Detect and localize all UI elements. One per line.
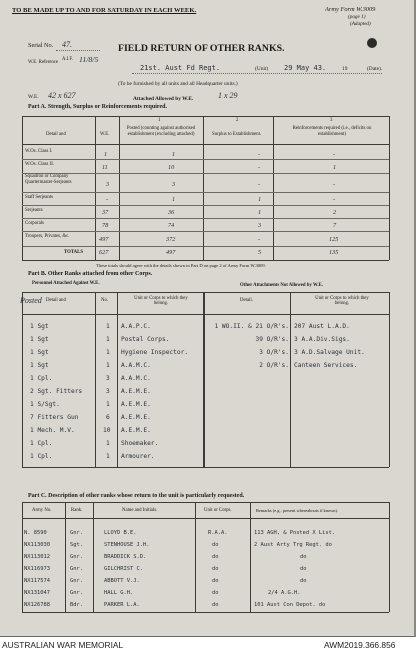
soldier-name: HALL G.H. bbox=[104, 590, 134, 596]
row-reinf: - bbox=[333, 151, 336, 158]
unit-value: 21st. Aust Fd Regt. bbox=[140, 64, 221, 72]
part-b-col-unit-right: Unit or Corps to which they belong. bbox=[315, 296, 369, 307]
archive-accession-number: AWM2019.366.856 bbox=[324, 640, 396, 650]
attached-count: 1 bbox=[106, 349, 110, 356]
attached-unit: A.A.M.C. bbox=[121, 362, 151, 369]
other-attachment-detail: 2 O/R's. bbox=[259, 362, 289, 369]
part-c-col-unit: Unit or Corps. bbox=[204, 508, 232, 513]
totals-reinf: 135 bbox=[329, 249, 339, 256]
century-label: 19 bbox=[342, 66, 348, 72]
remarks: do bbox=[300, 578, 307, 584]
furnished-note: (To be furnished by all units and all Headquarter units.) bbox=[118, 81, 238, 87]
row-we: 78 bbox=[102, 222, 109, 229]
soldier-name: LLOYD B.E. bbox=[104, 530, 137, 536]
row-we: 3 bbox=[106, 181, 110, 188]
army-number: NX117574 bbox=[24, 578, 50, 584]
soldier-name: BRADDICK S.D. bbox=[104, 554, 147, 560]
attached-count: 6 bbox=[106, 414, 110, 421]
form-title: FIELD RETURN OF OTHER RANKS. bbox=[118, 43, 285, 54]
unit-corps: do bbox=[212, 578, 219, 584]
part-c-col-rank: Rank. bbox=[71, 508, 83, 513]
unit-label: (Unit) bbox=[255, 66, 269, 72]
row-we: 1 bbox=[104, 151, 108, 158]
col-header-posted: Posted (counting against authorised establishment (excluding attached) bbox=[126, 126, 196, 137]
row-detail: Troopers, Privates, &c. bbox=[25, 234, 70, 239]
attached-unit: A.E.M.E. bbox=[121, 401, 151, 408]
col-header-reinf: Reinforcements required (i.e., deficits on establishment) bbox=[292, 126, 372, 137]
army-number: NX126788 bbox=[24, 602, 50, 608]
remarks: 2/4 A.G.H. bbox=[268, 590, 301, 596]
serial-label: Serial No. bbox=[28, 42, 54, 49]
col-number-2: 2 bbox=[236, 118, 239, 123]
soldier-name: ABBOTT V.J. bbox=[104, 578, 140, 584]
row-we: 37 bbox=[102, 209, 109, 216]
attached-detail: 1 Cpl. bbox=[30, 440, 53, 447]
other-attachment-unit: 3 A.D.Salvage Unit. bbox=[294, 349, 365, 356]
unit-corps: do bbox=[212, 590, 219, 596]
attached-detail: 1 Cpl. bbox=[30, 375, 53, 382]
other-attachment-detail: 39 O/R's. bbox=[255, 336, 289, 343]
unit-corps: do bbox=[212, 602, 219, 608]
other-attachment-detail: 3 O/R's. bbox=[259, 349, 289, 356]
row-detail: Squadron or Company Quartermaster-Serjeants bbox=[25, 174, 72, 185]
row-detail: Serjeants bbox=[25, 208, 43, 213]
attached-count: 1 bbox=[106, 401, 110, 408]
row-reinf: 125 bbox=[329, 236, 339, 243]
attached-unit: A.E.M.E. bbox=[121, 427, 151, 434]
part-b-title: Part B. Other Ranks attached from other Corps. bbox=[28, 271, 153, 277]
rank: Bdr. bbox=[70, 602, 83, 608]
attached-unit: A.A.M.C. bbox=[121, 375, 151, 382]
attached-unit: A.E.M.E. bbox=[121, 388, 151, 395]
col-header-we: W.E. bbox=[100, 132, 110, 137]
rank: Gnr. bbox=[70, 566, 83, 572]
attached-detail: 1 Sgt bbox=[30, 349, 49, 356]
unit-corps: R.A.A. bbox=[208, 530, 228, 536]
attached-count: 1 bbox=[106, 362, 110, 369]
remarks: 101 Aust Con Depot. do bbox=[254, 602, 326, 608]
other-attachment-detail: 1 WO.II. & 21 O/R's. bbox=[214, 323, 289, 330]
attached-label: Attached Allowed by W.E. bbox=[133, 96, 194, 102]
instruction-text: TO BE MADE UP TO AND FOR SATURDAY IN EACH WEEK. bbox=[12, 7, 197, 14]
date-value: 29 May 43. bbox=[284, 64, 327, 72]
row-we: 497 bbox=[99, 236, 109, 243]
attached-count: 3 bbox=[106, 375, 110, 382]
col-header-detail: Detail and bbox=[46, 132, 66, 137]
adapted-note: (Adapted) bbox=[350, 21, 371, 27]
army-number: NX113012 bbox=[24, 554, 50, 560]
part-a-footnote: These totals should agree with the details shown in Part D on page 2 of Army Form W.3009. bbox=[96, 263, 266, 268]
rank: Gnr. bbox=[70, 554, 83, 560]
row-posted: 36 bbox=[168, 209, 175, 216]
attached-detail: 2 Sgt. Fitters bbox=[30, 388, 83, 395]
attached-count: 3 bbox=[106, 388, 110, 395]
row-posted: 372 bbox=[166, 236, 176, 243]
posted-annotation: Posted bbox=[20, 296, 42, 305]
part-c-col-army-no: Army No. bbox=[32, 508, 52, 513]
row-reinf: - bbox=[333, 196, 336, 203]
rank: Gnr. bbox=[70, 530, 83, 536]
attached-unit: Postal Corps. bbox=[121, 336, 170, 343]
remarks: do bbox=[300, 566, 307, 572]
attached-unit: Shoemaker. bbox=[121, 440, 159, 447]
row-posted: 1 bbox=[172, 196, 176, 203]
row-detail: Staff Serjeants bbox=[25, 195, 54, 200]
page-note: (page 1) bbox=[348, 14, 366, 20]
attached-unit: A.A.P.C. bbox=[121, 323, 151, 330]
part-b-right-sub: Other Attachments Not Allowed by W.E. bbox=[240, 283, 323, 288]
attached-unit: A.E.M.E. bbox=[121, 414, 151, 421]
row-surplus: 3 bbox=[258, 222, 262, 229]
rank: Gnr. bbox=[70, 578, 83, 584]
part-c-title: Part C. Description of other ranks whose return to the unit is particularly requested. bbox=[28, 493, 245, 499]
row-reinf: 2 bbox=[333, 209, 337, 216]
row-surplus: - bbox=[258, 164, 261, 171]
attached-count: 10 bbox=[103, 427, 111, 434]
part-b-col-unit: Unit or Corps to which they belong. bbox=[134, 296, 188, 307]
remarks: do bbox=[300, 554, 307, 560]
row-reinf: - bbox=[333, 181, 336, 188]
army-number: NX116973 bbox=[24, 566, 50, 572]
part-c-col-remarks: Remarks (e.g., present whereabouts if known). bbox=[256, 508, 339, 513]
other-attachment-unit: Canteen Services. bbox=[294, 362, 358, 369]
attached-detail: 7 Fitters Gun bbox=[30, 414, 79, 421]
attached-detail: 1 S/Sgt. bbox=[30, 401, 60, 408]
row-surplus: - bbox=[258, 236, 261, 243]
serial-value: 47. bbox=[62, 40, 72, 49]
attached-unit: Armourer. bbox=[121, 453, 155, 460]
col-number-1: 1 bbox=[158, 118, 161, 123]
row-surplus: 1 bbox=[258, 209, 262, 216]
col-header-surplus: Surplus to Establishment. bbox=[212, 132, 262, 137]
row-detail: W.Os. Class I. bbox=[25, 149, 53, 154]
attached-unit: Hygiene Inspector. bbox=[121, 349, 189, 356]
attached-value: 1 x 29 bbox=[218, 91, 238, 100]
unit-corps: do bbox=[212, 554, 219, 560]
attached-detail: 1 Sgt bbox=[30, 336, 49, 343]
attached-count: 1 bbox=[106, 336, 110, 343]
attached-count: 1 bbox=[106, 323, 110, 330]
rank: Gnr. bbox=[70, 590, 83, 596]
archive-credit: AUSTRALIAN WAR MEMORIAL bbox=[2, 640, 124, 650]
soldier-name: GILCHRIST C. bbox=[104, 566, 143, 572]
totals-surplus: 5 bbox=[258, 249, 262, 256]
army-number: NX113030 bbox=[24, 542, 50, 548]
attached-detail: 1 Sgt bbox=[30, 362, 49, 369]
army-number: N. 8590 bbox=[24, 530, 47, 536]
row-posted: 3 bbox=[172, 181, 176, 188]
date-label: (Date). bbox=[367, 66, 383, 72]
part-b-col-detail-right: Detail. bbox=[240, 298, 253, 303]
we-label: W.E. bbox=[28, 94, 39, 100]
part-b-col-detail: Detail and bbox=[46, 298, 66, 303]
soldier-name: PARKER L.A. bbox=[104, 602, 140, 608]
part-c-col-name: Name and Initials. bbox=[122, 508, 158, 513]
row-surplus: - bbox=[258, 151, 261, 158]
rank: Sgt. bbox=[70, 542, 83, 548]
we-reference-label: W.E. Reference bbox=[28, 60, 59, 65]
we-value: 42 x 627 bbox=[48, 91, 76, 100]
row-reinf: 7 bbox=[333, 222, 337, 229]
binder-hole bbox=[367, 38, 377, 48]
row-we: - bbox=[106, 196, 109, 203]
row-surplus: - bbox=[258, 181, 261, 188]
row-surplus: 1 bbox=[258, 196, 262, 203]
part-b-col-no: No. bbox=[101, 298, 109, 303]
soldier-name: STENHOUSE J.H. bbox=[104, 542, 150, 548]
aif-label: A.I.F. bbox=[62, 57, 73, 62]
attached-detail: 1 Sgt bbox=[30, 323, 49, 330]
totals-label: TOTALS bbox=[64, 250, 84, 255]
attached-count: 1 bbox=[106, 440, 110, 447]
unit-corps: do bbox=[212, 566, 219, 572]
part-a-title: Part A. Strength, Surplus or Reinforcements required. bbox=[28, 104, 167, 110]
remarks: 2 Aust Arty Trg Regt. do bbox=[254, 542, 332, 548]
row-we: 11 bbox=[102, 164, 108, 171]
remarks: 113 AGH, & Posted X List. bbox=[254, 530, 336, 536]
totals-we: 627 bbox=[99, 249, 109, 256]
army-form-label: Army Form W.3009 bbox=[325, 6, 376, 13]
row-reinf: 1 bbox=[333, 164, 337, 171]
row-detail: W.Os. Class II. bbox=[25, 162, 55, 167]
other-attachment-unit: 207 Aust L.A.D. bbox=[294, 323, 350, 330]
attached-detail: 1 Cpl. bbox=[30, 453, 53, 460]
attached-detail: 1 Mech. M.V. bbox=[30, 427, 75, 434]
aif-value: 11/8/5 bbox=[79, 55, 99, 64]
col-number-3: 3 bbox=[330, 118, 333, 123]
row-posted: 10 bbox=[168, 164, 175, 171]
other-attachment-unit: 3 A.A.Div.Sigs. bbox=[294, 336, 350, 343]
army-number: NX131047 bbox=[24, 590, 50, 596]
part-b-left-sub: Personnel Attached Against W.E. bbox=[32, 281, 100, 286]
row-detail: Corporals bbox=[25, 221, 44, 226]
totals-posted: 497 bbox=[166, 249, 176, 256]
row-posted: 1 bbox=[172, 151, 176, 158]
row-posted: 74 bbox=[168, 222, 175, 229]
unit-corps: do bbox=[212, 542, 219, 548]
attached-count: 1 bbox=[106, 453, 110, 460]
